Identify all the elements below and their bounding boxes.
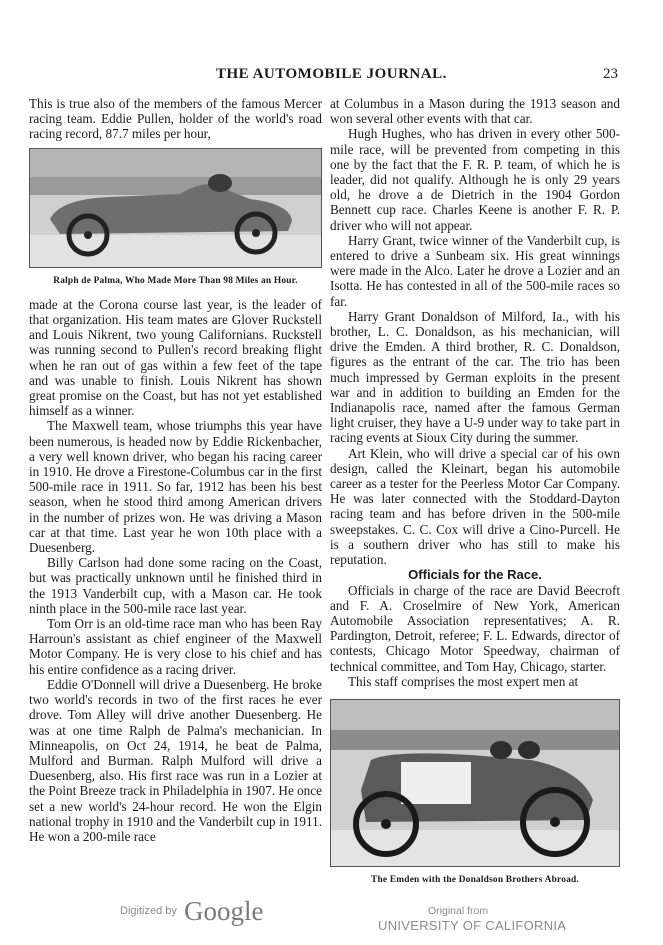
paragraph: Billy Carlson had done some racing on the Coast, but was practically unknown until he finished third in the 1913 Vanderbilt cup, with a Mason car. He took ninth place in the 500-mile race last year. (29, 555, 322, 616)
paragraph: at Columbus in a Mason during the 1913 season and won several other events with that car. (330, 96, 620, 127)
photo-ralph-de-palma (29, 148, 322, 268)
right-column (330, 96, 620, 896)
paragraph: Harry Grant, twice winner of the Vanderbilt cup, is entered to drive a Sunbeam six. His great winnings were made in the Alco. Later he drove a Lozier and an Isotta. He has contested in all of the 500-mile races so far. (330, 232, 620, 309)
paragraph: Art Klein, who will drive a special car of his own design, called the Kleinart, began his automobile career as a tester for the Peerless Motor Car Company. He was later connected with the Stoddard-Dayton racing team and has before driven in the 500-mile sweepstakes. C. C. Cox will drive a Cino-Purcell. He is a southern driver who has still to make his reputation. (330, 445, 620, 568)
paragraph: Harry Grant Donaldson of Milford, Ia., with his brother, L. C. Donaldson, as his mechanician, will drive the Emden. A third brother, R. C. Donaldson, figures as the entrant of the car. The trio has been much impressed by German exploits in the present war and in addition to building an Emden for the Indianapolis race, named after the famous German light cruiser, they have a U-9 under way to take part in racing events at Sioux City during the summer. (330, 308, 620, 446)
paragraph: made at the Corona course last year, is the leader of that organization. His team mates are Glover Ruckstell and Louis Nikrent, two young Californians. Ruckstell was running second to Pullen's record breaking flight when he ran out of gas within a few feet of the tape and was unable to finish. Louis Nikrent has shown great promise on the Coast, but has not yet established himself as a winner. (29, 296, 322, 419)
original-from-label: Original from (428, 905, 489, 917)
paragraph: This is true also of the members of the famous Mercer racing team. Eddie Pullen, holder of the world's road racing record, 87.7 miles per hour, (29, 96, 322, 142)
section-heading: Officials for the Race. (408, 567, 542, 583)
digitized-by-label: Digitized by (120, 905, 177, 917)
paragraph: Officials in charge of the race are David Beecroft and F. A. Croselmire of New York, American Automobile Association representatives; A. R. Pardington, Detroit, referee; F. L. Edwards, director of contests, Chicago Motor Speedway, chairman of technical committee, and Tom Hay, Chicago, starter. (330, 582, 620, 674)
page-header (0, 66, 663, 88)
photo-caption: Ralph de Palma, Who Made More Than 98 Miles an Hour. (53, 275, 298, 286)
page-number: 23 (603, 66, 618, 82)
photo-caption: The Emden with the Donaldson Brothers Abroad. (371, 874, 579, 885)
race-car-photo-illustration (30, 149, 322, 267)
paragraph: Eddie O'Donnell will drive a Duesenberg. He broke two world's records in two of the first races he ever drove. Tom Alley will drive another Duesenberg. He was at one time Ralph de Palma's mechanician. In Minneapolis, on Oct 24, 1914, he beat de Palma, Mulford and Burman. Ralph Mulford will drive a Duesenberg, also. His first race was run in a Lozier at the Point Breeze track in Philadelphia in 1907. He once set a new world's 24-hour record. He won the Elgin national trophy in 1910 and the Vanderbilt cup in 1911. He won a 200-mile race (29, 676, 322, 844)
google-logo: Google (184, 896, 264, 926)
journal-title: THE AUTOMOBILE JOURNAL. (216, 66, 447, 82)
paragraph: This staff comprises the most expert men at (348, 673, 579, 689)
race-car-photo-illustration (331, 700, 620, 866)
paragraph: Hugh Hughes, who has driven in every other 500-mile race, will be prevented from competing in this one by the fact that the F. R. P. team, of which he is leader, did not qualify. Although he is only 29 years old, he drove a de Dietrich in the 1904 Gordon Bennett cup race. Charles Keene is another F. R. P. driver who will not appear. (330, 126, 620, 233)
paragraph: The Maxwell team, whose triumphs this year have been numerous, is headed now by Eddie Rickenbacher, a very well known driver, who began his racing career in 1910. He drove a Firestone-Columbus car in the first 500-mile race in 1911. So far, 1912 has been his best season, when he stood third among American drivers in the number of prizes won. He was driving a Mason car at that time. Last year he won 10th place with a Duesenberg. (29, 418, 322, 556)
photo-emden-car (330, 699, 620, 867)
left-column (29, 96, 322, 844)
paragraph: Tom Orr is an old-time race man who has been Ray Harroun's assistant as chief engineer of the Maxwell Motor Company. He is very close to his chief and has his entire confidence as a racing driver. (29, 616, 322, 677)
university-label: UNIVERSITY OF CALIFORNIA (378, 918, 567, 933)
